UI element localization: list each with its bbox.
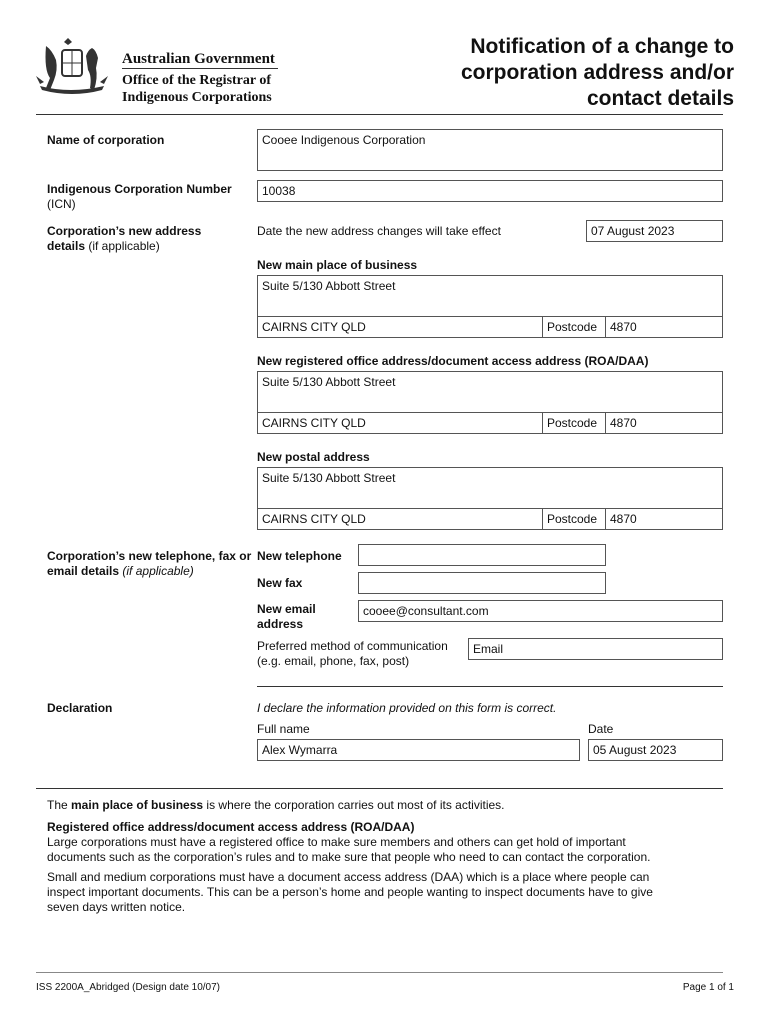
signature-date-value: 05 August 2023 (593, 743, 677, 757)
icn-label-bold: Indigenous Corporation Number (47, 182, 232, 196)
footer-page-number: Page 1 of 1 (682, 982, 734, 993)
contact-label-rest: (if applicable) (122, 564, 194, 578)
fax-label: New fax (257, 576, 303, 590)
name-label: Name of corporation (47, 133, 165, 147)
effective-date-field[interactable] (586, 220, 723, 242)
email-label-line2: address (257, 617, 304, 631)
notes-rule (36, 788, 723, 789)
postal-city-field[interactable] (257, 508, 543, 530)
roa-city: CAIRNS CITY QLD (262, 416, 366, 430)
postal-postcode: 4870 (610, 512, 637, 526)
footer-rule (36, 972, 723, 973)
roa-postcode-label-cell (542, 412, 606, 434)
main-postcode-field[interactable] (605, 316, 723, 338)
email-value: cooee@consultant.com (363, 604, 489, 618)
note-roa-line2: documents such as the corporation’s rules and to make sure that people who need to can contact the corporation. (47, 850, 651, 864)
contact-label-bold: Corporation’s new telephone, fax or email details (47, 549, 252, 578)
address-label (47, 224, 227, 254)
roa-line1: Suite 5/130 Abbott Street (262, 375, 396, 389)
main-postcode: 4870 (610, 320, 637, 334)
main-line2-field[interactable] (257, 296, 723, 317)
note-daa-line1: Small and medium corporations must have a document access address (DAA) which is a place where people can (47, 870, 650, 884)
note-roa-line1: Large corporations must have a registered office to make sure members and others can get hold of important (47, 835, 626, 849)
effective-date-label: Date the new address changes will take effect (257, 224, 501, 238)
postal-line1-field[interactable] (257, 467, 723, 489)
postal-heading: New postal address (257, 450, 370, 464)
declaration-label: Declaration (47, 701, 113, 715)
roa-line1-field[interactable] (257, 371, 723, 393)
postal-postcode-label-cell (542, 508, 606, 530)
email-label (257, 602, 316, 632)
note-daa (47, 870, 717, 915)
main-city: CAIRNS CITY QLD (262, 320, 366, 334)
main-postcode-label: Postcode (547, 320, 598, 334)
main-city-field[interactable] (257, 316, 543, 338)
roa-postcode-field[interactable] (605, 412, 723, 434)
name-value: Cooee Indigenous Corporation (262, 133, 426, 147)
address-label-bold: Corporation’s new address details (47, 224, 202, 253)
telephone-label: New telephone (257, 549, 342, 563)
fullname-field[interactable] (257, 739, 580, 761)
note-main-place: The main place of business is where the corporation carries out most of its activities. (47, 798, 505, 812)
main-postcode-label-cell (542, 316, 606, 338)
office-name (122, 72, 272, 106)
declaration-rule (257, 686, 723, 687)
postal-city: CAIRNS CITY QLD (262, 512, 366, 526)
postal-postcode-label: Postcode (547, 512, 598, 526)
header-divider (122, 68, 278, 69)
government-name: Australian Government (122, 51, 275, 67)
note-roa (47, 820, 717, 865)
roa-postcode-label: Postcode (547, 416, 598, 430)
icn-field[interactable] (257, 180, 723, 202)
declaration-text: I declare the information provided on this form is correct. (257, 701, 557, 715)
address-label-rest: (if applicable) (85, 239, 160, 253)
preferred-label-line2: (e.g. email, phone, fax, post) (257, 654, 410, 668)
roa-heading: New registered office address/document access address (ROA/DAA) (257, 354, 649, 368)
fax-field[interactable] (358, 572, 606, 594)
roa-postcode: 4870 (610, 416, 637, 430)
telephone-field[interactable] (358, 544, 606, 566)
preferred-method-field[interactable] (468, 638, 723, 660)
note-daa-line3: seven days written notice. (47, 900, 186, 914)
icn-label (47, 182, 252, 212)
main-line1-field[interactable] (257, 275, 723, 297)
preferred-label-line1: Preferred method of communication (257, 639, 448, 653)
postal-line2-field[interactable] (257, 488, 723, 509)
effective-date-value: 07 August 2023 (591, 224, 675, 238)
coat-of-arms-logo (34, 36, 110, 104)
contact-label (47, 549, 252, 579)
email-label-line1: New email (257, 602, 316, 616)
office-line-2: Indigenous Corporations (122, 90, 272, 105)
fullname-value: Alex Wymarra (262, 743, 338, 757)
main-place-heading: New main place of business (257, 258, 418, 272)
preferred-method-value: Email (473, 642, 504, 656)
email-field[interactable] (358, 600, 723, 622)
postal-line1: Suite 5/130 Abbott Street (262, 471, 396, 485)
note-daa-line2: inspect important documents. This can be a person’s home and people wanting to inspect documents have to give (47, 885, 653, 899)
roa-line2-field[interactable] (257, 392, 723, 413)
icn-value: 10038 (262, 184, 296, 198)
date-label: Date (588, 722, 614, 736)
note-roa-heading: Registered office address/document access address (ROA/DAA) (47, 820, 415, 834)
icn-label-rest: (ICN) (47, 197, 76, 211)
postal-postcode-field[interactable] (605, 508, 723, 530)
roa-city-field[interactable] (257, 412, 543, 434)
preferred-method-label (257, 639, 448, 669)
main-line1: Suite 5/130 Abbott Street (262, 279, 396, 293)
office-line-1: Office of the Registrar of (122, 73, 272, 88)
footer-form-code: ISS 2200A_Abridged (Design date 10/07) (36, 982, 221, 993)
form-title: Notification of a change to corporation address and/or contact details (460, 35, 734, 110)
signature-date-field[interactable] (588, 739, 723, 761)
name-field[interactable] (257, 129, 723, 171)
title-rule (36, 114, 723, 115)
fullname-label: Full name (257, 722, 310, 736)
